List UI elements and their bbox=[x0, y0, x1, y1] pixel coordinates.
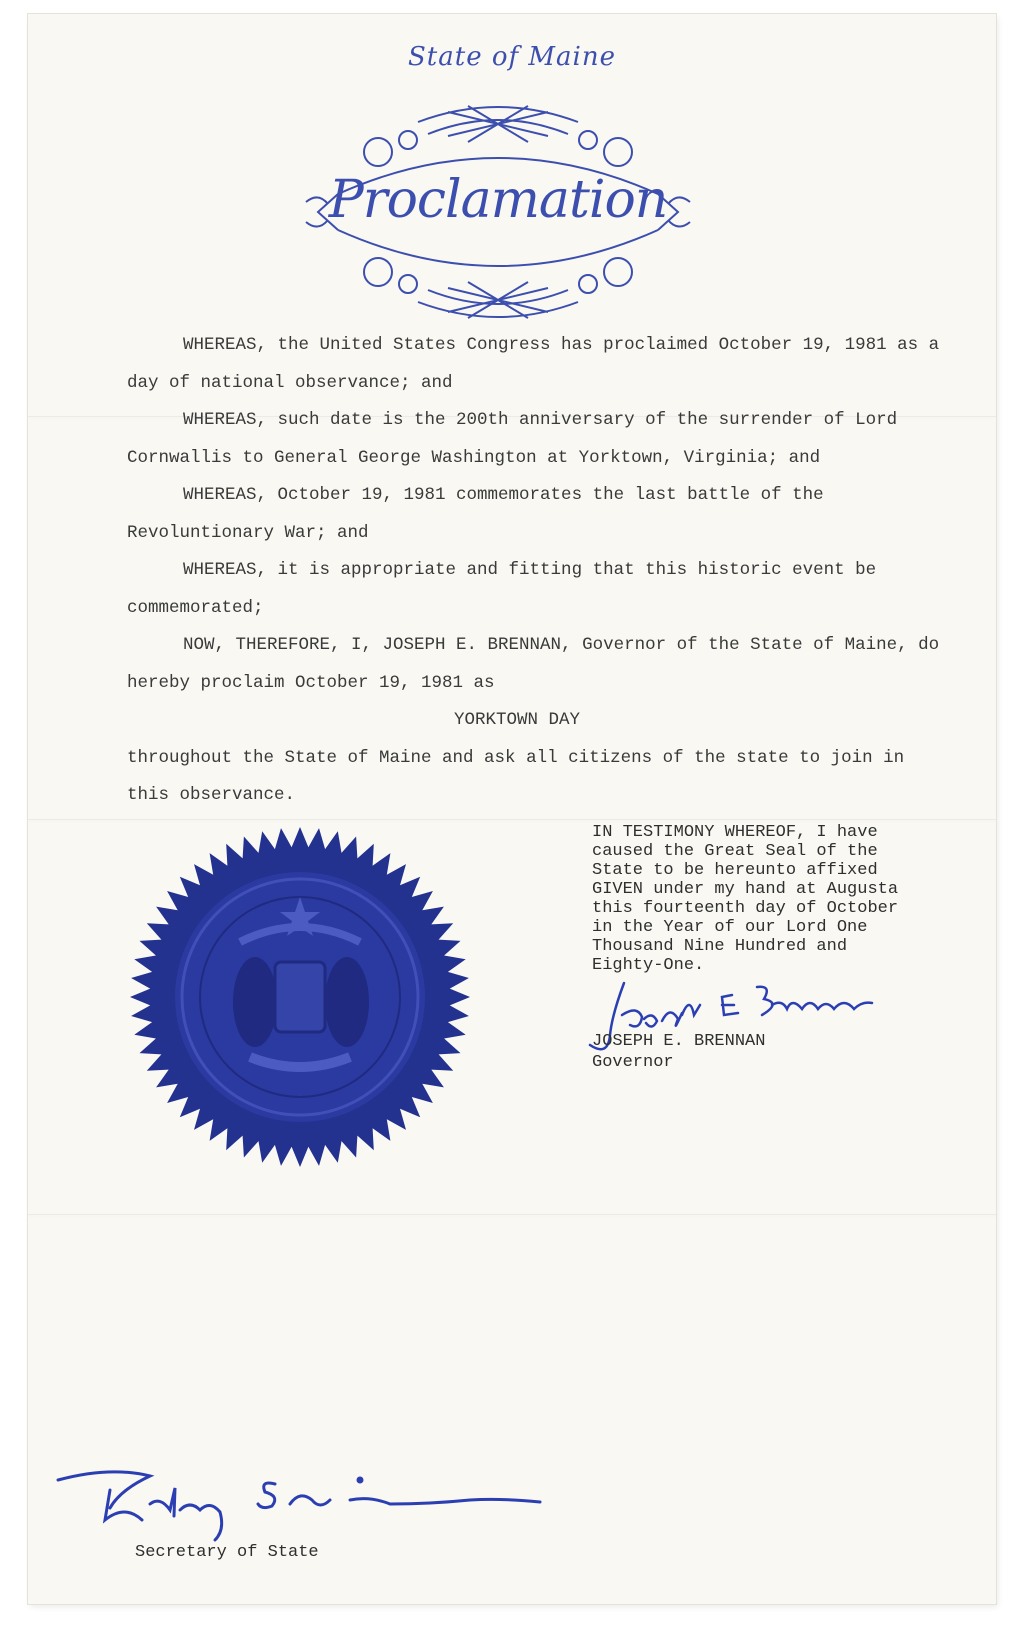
proclamation-ornament bbox=[298, 92, 698, 332]
whereas-paragraph: WHEREAS, it is appropriate and fitting that this historic event be commemorated; bbox=[127, 560, 877, 618]
proclamation-body bbox=[127, 327, 947, 815]
testimony-clause: IN TESTIMONY WHEREOF, I have caused the Great Seal of the State to be hereunto affixed GIVEN under my hand at Augusta this fourteenth day of October in the Year of our Lord One Thousand Nine Hundred and Eighty-One. bbox=[592, 823, 899, 975]
whereas-paragraph: WHEREAS, the United States Congress has proclaimed October 19, 1981 as a day of national observance; and bbox=[127, 335, 940, 393]
fold-line bbox=[28, 819, 996, 820]
whereas-paragraph: WHEREAS, such date is the 200th anniversary of the surrender of Lord Cornwallis to General George Washington at Yorktown, Virginia; and bbox=[127, 410, 898, 468]
seal-of-maine-icon bbox=[125, 822, 475, 1172]
closing-paragraph: throughout the State of Maine and ask all citizens of the state to join in this observance. bbox=[127, 747, 905, 805]
now-therefore-paragraph: NOW, THEREFORE, I, JOSEPH E. BRENNAN, Governor of the State of Maine, do hereby proclaim October 19, 1981 as bbox=[127, 635, 940, 693]
day-name: YORKTOWN DAY bbox=[453, 710, 581, 730]
seal-graphic bbox=[125, 822, 475, 1172]
whereas-paragraph: WHEREAS, October 19, 1981 commemorates the last battle of the Revoluntionary War; and bbox=[127, 485, 824, 543]
proclamation-title: Proclamation bbox=[328, 170, 668, 230]
state-title: State of Maine bbox=[408, 42, 616, 72]
fold-line bbox=[28, 1214, 996, 1215]
governor-name: JOSEPH E. BRENNAN bbox=[592, 1032, 766, 1051]
governor-title: Governor bbox=[592, 1053, 674, 1072]
secretary-title: Secretary of State bbox=[135, 1543, 319, 1562]
